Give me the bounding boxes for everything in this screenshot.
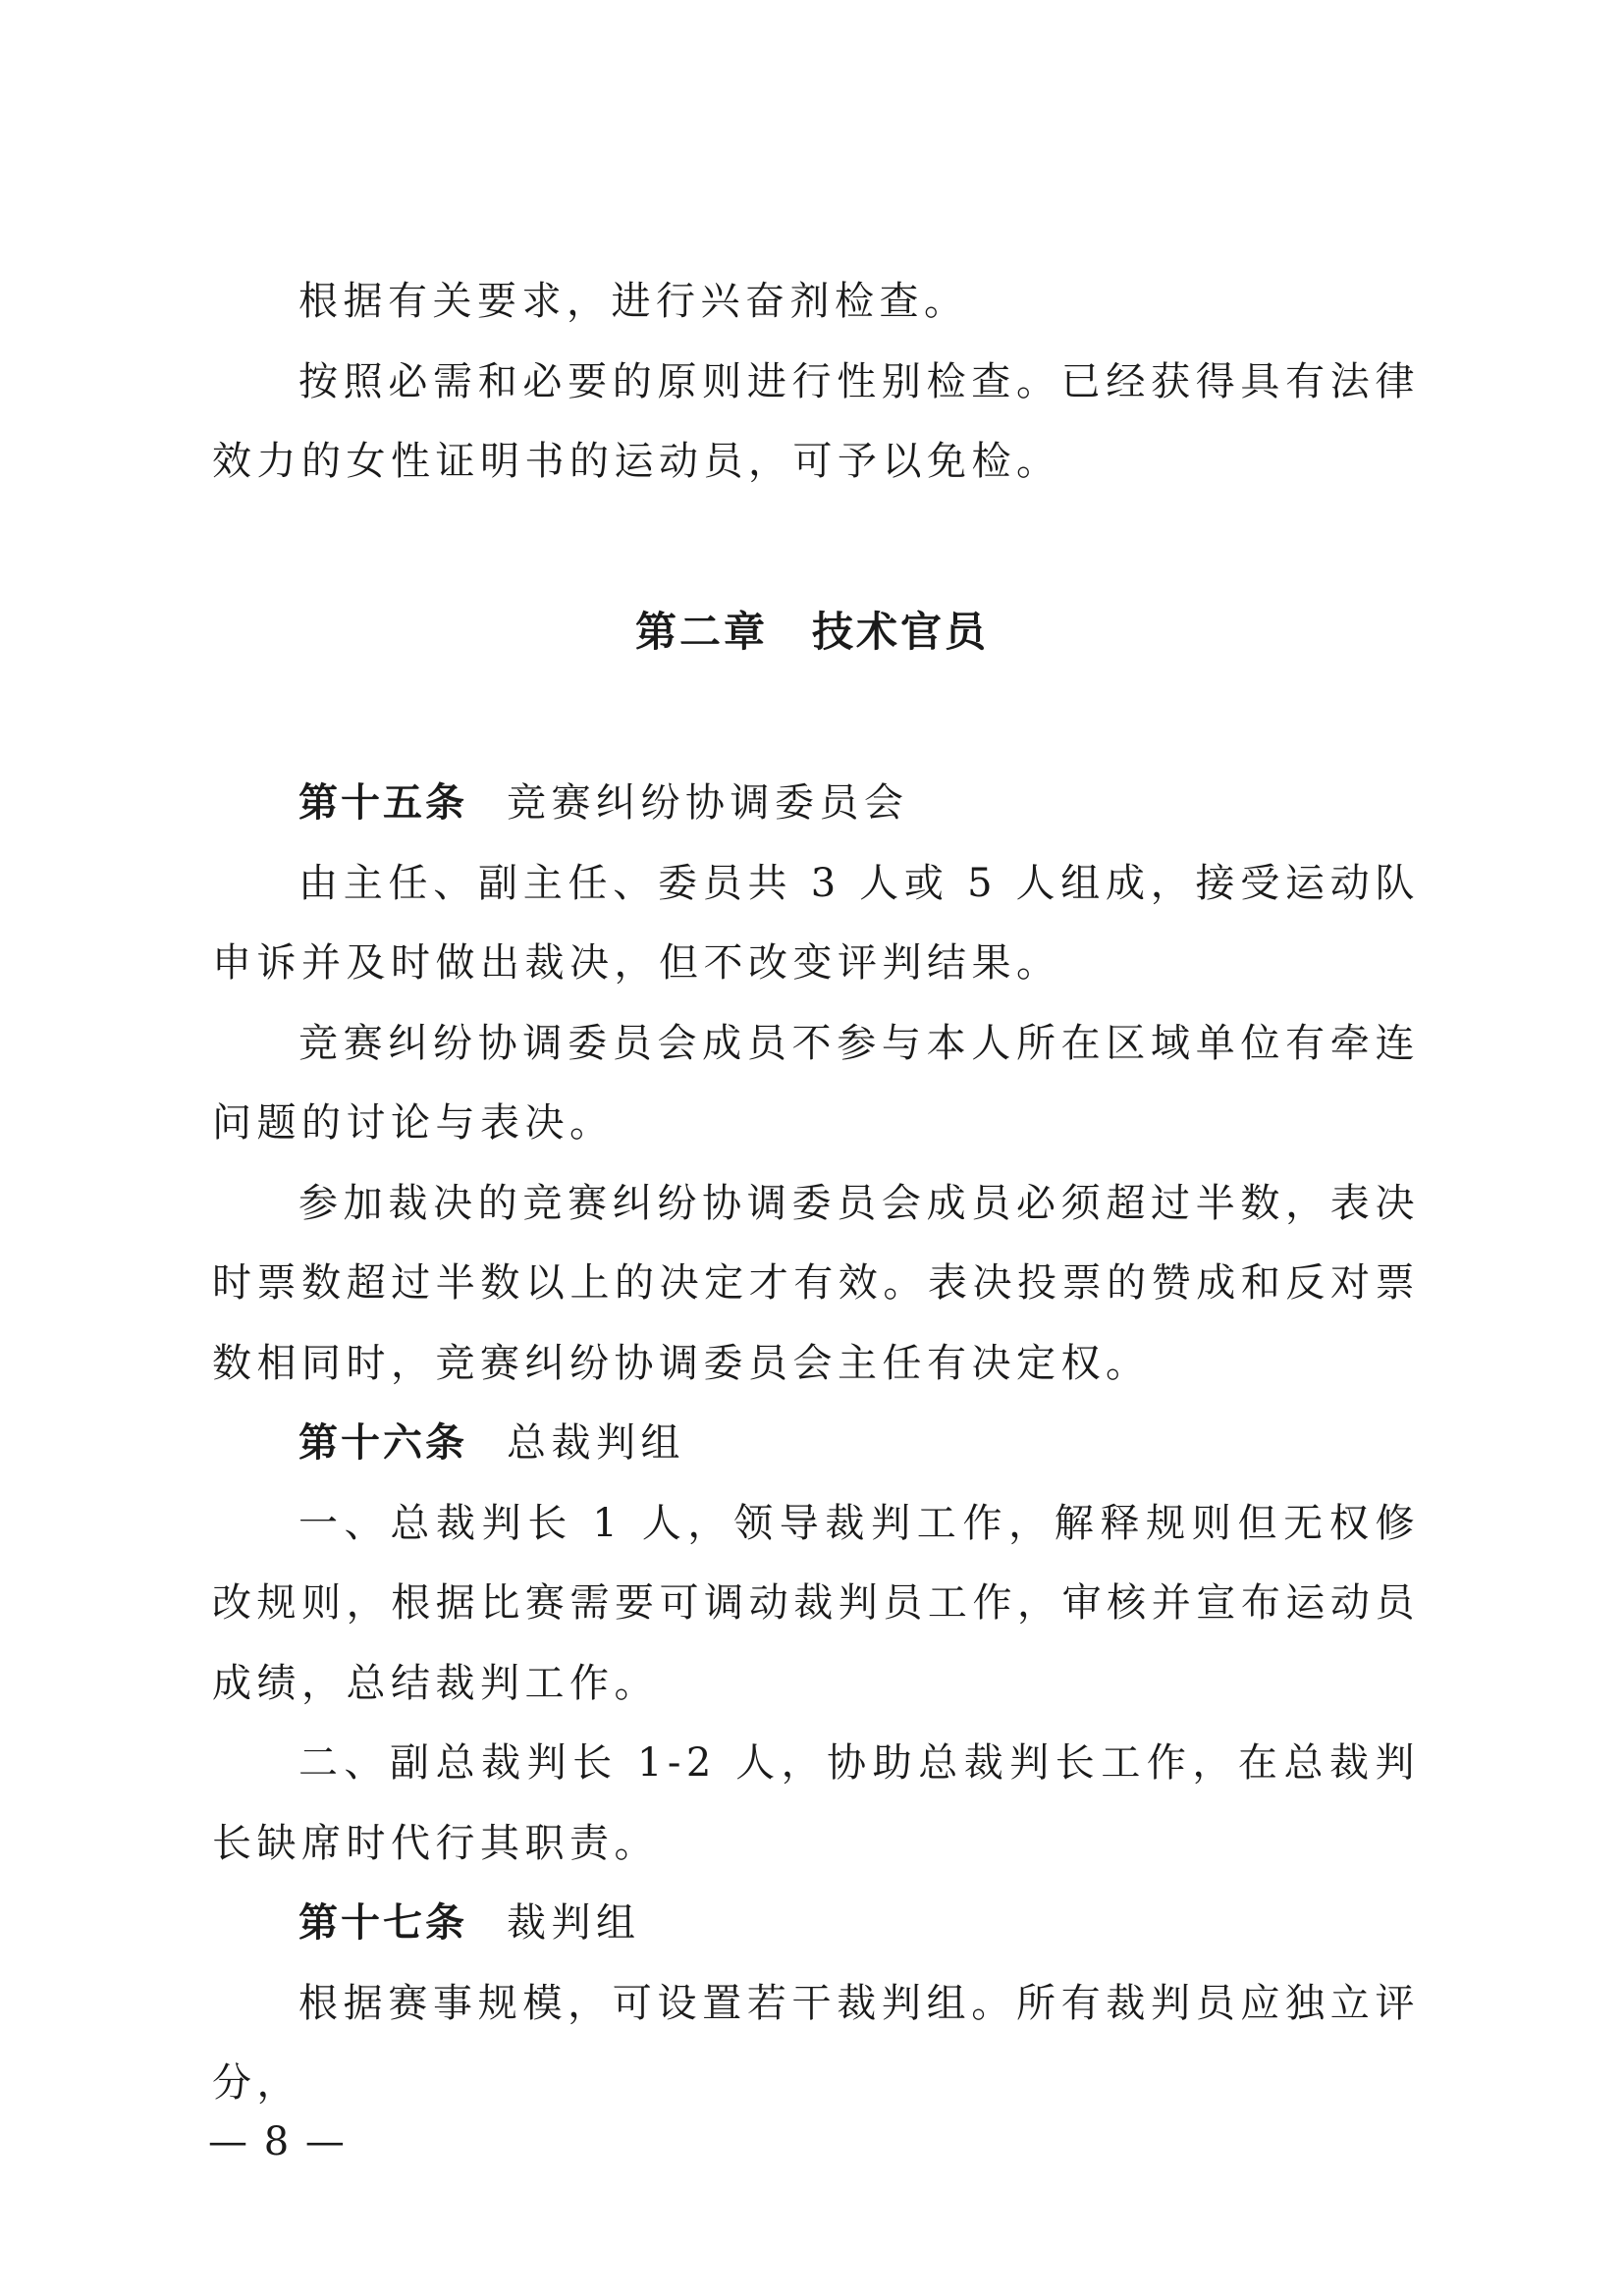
- article-title: 竞赛纠纷协调委员会: [507, 780, 909, 826]
- article-paragraph: 一、总裁判长 1 人，领导裁判工作，解释规则但无权修改规则，根据比赛需要可调动裁判员工作，审核并宣布运动员成绩，总结裁判工作。: [212, 1500, 1420, 1706]
- article-paragraph: 由主任、副主任、委员共 3 人或 5 人组成，接受运动队申诉并及时做出裁决，但不改变评判结果。: [212, 860, 1420, 986]
- intro-section: [212, 262, 1420, 503]
- article-number: 第十五条: [298, 780, 467, 826]
- article-number: 第十七条: [298, 1900, 467, 1946]
- article-15-heading: [212, 764, 1420, 844]
- article-title: 裁判组: [507, 1900, 641, 1946]
- article-paragraph: 根据赛事规模，可设置若干裁判组。所有裁判员应独立评分，: [212, 1980, 1420, 2106]
- articles-section: [212, 764, 1420, 2124]
- chapter-heading: 第二章 技术官员: [634, 608, 989, 656]
- article-17-heading: [212, 1884, 1420, 1964]
- article-16-heading: [212, 1404, 1420, 1484]
- article-paragraph: 二、副总裁判长 1-2 人，协助总裁判长工作，在总裁判长缺席时代行其职责。: [212, 1740, 1420, 1866]
- paragraph-gender-check: 按照必需和必要的原则进行性别检查。已经获得具有法律效力的女性证明书的运动员，可予以免检。: [212, 358, 1420, 484]
- article-number: 第十六条: [298, 1420, 467, 1466]
- paragraph-doping-check: 根据有关要求，进行兴奋剂检查。: [298, 279, 969, 324]
- article-paragraph: 竞赛纠纷协调委员会成员不参与本人所在区域单位有牵连问题的讨论与表决。: [212, 1020, 1420, 1146]
- article-title: 总裁判组: [507, 1420, 685, 1466]
- page-number: — 8 —: [208, 2119, 347, 2164]
- article-paragraph: 参加裁决的竞赛纠纷协调委员会成员必须超过半数，表决时票数超过半数以上的决定才有效。表决投票的赞成和反对票数相同时，竞赛纠纷协调委员会主任有决定权。: [212, 1180, 1420, 1386]
